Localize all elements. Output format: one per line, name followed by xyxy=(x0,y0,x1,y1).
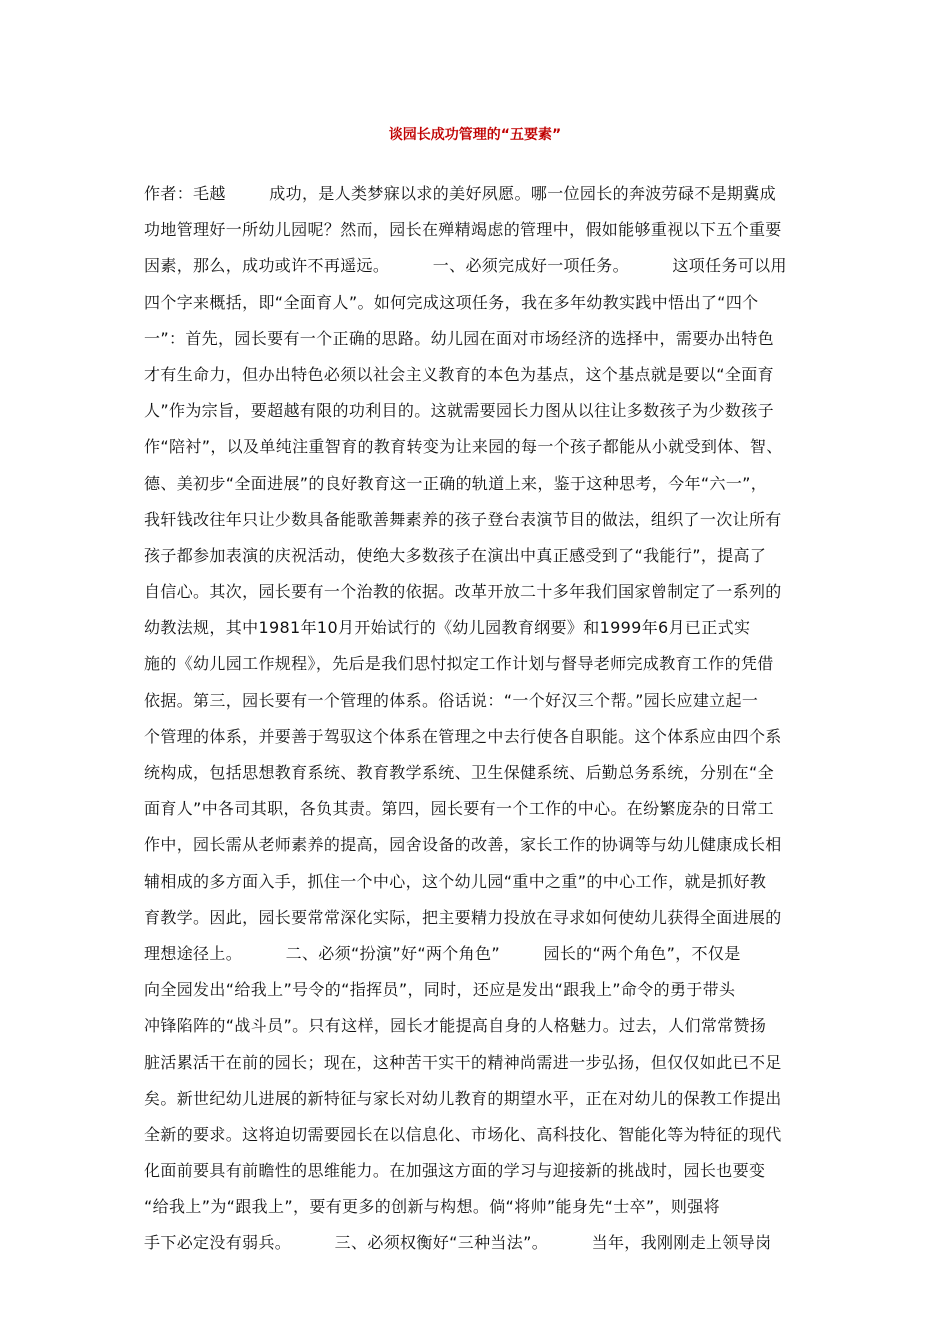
text-line: 统构成，包括思想教育系统、教育教学系统、卫生保健系统、后勤总务系统，分别在“全 xyxy=(144,763,774,782)
text-line: 全新的要求。这将迫切需要园长在以信息化、市场化、高科技化、智能化等为特征的现代 xyxy=(144,1124,782,1144)
text-line: 我轩钱改往年只让少数具备能歌善舞素养的孩子登台表演节目的做法，组织了一次让所有 xyxy=(144,509,782,529)
text-line: 辅相成的多方面入手，抓住一个中心，这个幼儿园“重中之重”的中心工作，就是抓好教 xyxy=(144,871,767,891)
text-line: 作“陪衬”，以及单纯注重智育的教育转变为让来园的每一个孩子都能从小就受到体、智、 xyxy=(144,437,783,457)
text-line: 自信心。其次，园长要有一个治教的依据。改革开放二十多年我们国家曾制定了一系列的 xyxy=(144,582,782,602)
text-line: 幼教法规，其中1981年10月开始试行的《幼儿园教育纲要》和1999年6月已正式实 xyxy=(144,618,751,638)
text-line: 向全园发出“给我上”号令的“指挥员”，同时，还应是发出“跟我上”命令的勇于带头 xyxy=(144,980,736,1000)
text-line: 四个字来概括，即“全面育人”。如何完成这项任务，我在多年幼教实践中悟出了“四个 xyxy=(144,292,759,312)
text-line: 冲锋陷阵的“战斗员”。只有这样，园长才能提高自身的人格魅力。过去，人们常常赞扬 xyxy=(144,1016,767,1036)
text-line: 才有生命力，但办出特色必须以社会主义教育的本色为基点，这个基点就是要以“全面育 xyxy=(144,364,774,384)
text-line: 依据。第三，园长要有一个管理的体系。俗话说：“一个好汉三个帮。”园长应建立起一 xyxy=(144,690,759,710)
text-line: 施的《幼儿园工作规程》，先后是我们思忖拟定工作计划与督导老师完成教育工作的凭借 xyxy=(144,654,774,674)
text-line: 脏活累活干在前的园长；现在，这种苦干实干的精神尚需进一步弘扬，但仅仅如此已不足 xyxy=(144,1052,782,1072)
text-line: 人”作为宗旨，要超越有限的功利目的。这就需要园长力图从以往让多数孩子为少数孩子 xyxy=(144,401,774,421)
text-line: 作中，园长需从老师素养的提高，园舍设备的改善，家长工作的协调等与幼儿健康成长相 xyxy=(144,835,782,855)
text-line: 手下必定没有弱兵。 三、必须权衡好“三种当法”。 当年，我刚刚走上领导岗 xyxy=(144,1233,772,1253)
text-line: 一”：首先，园长要有一个正确的思路。幼儿园在面对市场经济的选择中，需要办出特色 xyxy=(144,328,774,348)
document-body xyxy=(144,176,814,1262)
text-line: 矣。新世纪幼儿进展的新特征与家长对幼儿教育的期望水平，正在对幼儿的保教工作提出 xyxy=(144,1088,782,1108)
text-line: 个管理的体系，并要善于驾驭这个体系在管理之中去行使各自职能。这个体系应由四个系 xyxy=(144,726,782,746)
text-line: 德、美初步“全面进展”的良好教育这一正确的轨道上来，鉴于这种思考，今年“六一”， xyxy=(144,473,768,493)
text-line: 作者：毛越 成功，是人类梦寐以求的美好夙愿。哪一位园长的奔波劳碌不是期冀成 xyxy=(144,184,777,203)
text-line: 孩子都参加表演的庆祝活动，使绝大多数孩子在演出中真正感受到了“我能行”，提高了 xyxy=(144,545,767,565)
text-line: 化面前要具有前瞻性的思维能力。在加强这方面的学习与迎接新的挑战时，园长也要变 xyxy=(144,1161,766,1181)
text-line: 因素，那么，成功或许不再遥远。 一、必须完成好一项任务。 这项任务可以用 xyxy=(144,256,787,276)
text-line: 育教学。因此，园长要常常深化实际，把主要精力投放在寻求如何使幼儿获得全面进展的 xyxy=(144,907,782,927)
text-line: 理想途径上。 二、必须“扮演”好“两个角色” 园长的“两个角色”，不仅是 xyxy=(144,943,741,963)
text-line: 面育人”中各司其职，各负其责。第四，园长要有一个工作的中心。在纷繁庞杂的日常工 xyxy=(144,799,774,819)
document-title: 谈园长成功管理的“五要素” xyxy=(388,127,562,143)
text-line: 功地管理好一所幼儿园呢？然而，园长在殚精竭虑的管理中，假如能够重视以下五个重要 xyxy=(144,220,782,240)
text-line: “给我上”为“跟我上”，要有更多的创新与构想。倘“将帅”能身先“士卒”，则强将 xyxy=(144,1197,720,1217)
